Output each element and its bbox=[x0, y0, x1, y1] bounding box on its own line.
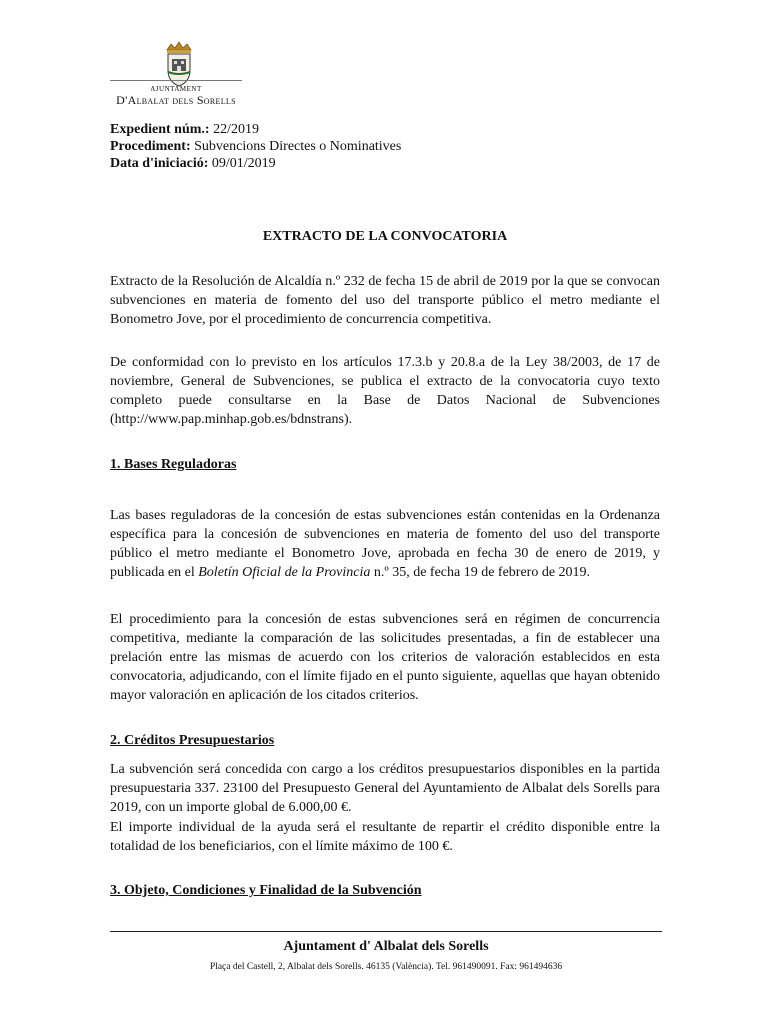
expedient-line bbox=[110, 121, 401, 138]
intro-paragraph: Extracto de la Resolución de Alcaldía n.º 232 de fecha 15 de abril de 2019 por la que se convocan subvenciones en materia de fomento del uso del transporte público el metro mediante el Bonometro Jove, por el procedimiento de concurrencia competitiva. bbox=[110, 274, 660, 327]
section-2-paragraph-1: La subvención será concedida con cargo a los créditos presupuestarios disponibles en la partida presupuestaria 337. 23100 del Presupuesto General del Ayuntamiento de Albalat dels Sorells para 2019, con un importe global de 6.000,00 €. bbox=[110, 762, 660, 815]
file-metadata bbox=[110, 121, 401, 172]
expedient-value: 22/2019 bbox=[213, 122, 259, 137]
section-2-paragraph-2: El importe individual de la ayuda será el resultante de repartir el crédito disponible entre la totalidad de los beneficiarios, con el límite máximo de 100 €. bbox=[110, 820, 660, 854]
municipality-logo bbox=[110, 40, 245, 110]
conformity-paragraph: De conformidad con lo previsto en los artículos 17.3.b y 20.8.a de la Ley 38/2003, de 17 de noviembre, General de Subvenciones, se publica el extracto de la convocatoria cuyo texto completo puede consultarse en la Base de Datos Nacional de Subvenciones (http://www.pap.minhap.gob.es/bdnstrans). bbox=[110, 355, 660, 427]
expedient-label: Expedient núm.: bbox=[110, 122, 210, 137]
footer-divider bbox=[110, 931, 662, 932]
procediment-value: Subvencions Directes o Nominatives bbox=[194, 139, 402, 154]
section-3-heading: 3. Objeto, Condiciones y Finalidad de la Subvención bbox=[110, 883, 422, 898]
document-title: EXTRACTO DE LA CONVOCATORIA bbox=[262, 229, 508, 244]
footer-address: Plaça del Castell, 2, Albalat dels Sorells. 46135 (València). Tel. 961490091. Fax: 961494636 bbox=[209, 962, 563, 972]
logo-name: D'Albalat dels Sorells bbox=[116, 93, 236, 107]
section-1-text-a: Las bases reguladoras de la concesión de estas subvenciones están contenidas en la Ordenanza específica para la concesión de subvenciones en materia de fomento del uso del transporte público el metro mediante el Bonometro Jove, aprobada en fecha 30 de enero de 2019, y publicada en el bbox=[110, 508, 660, 580]
procediment-line bbox=[110, 138, 401, 155]
section-1-bop: Boletín Oficial de la Provincia bbox=[198, 565, 371, 580]
footer-title: Ajuntament d' Albalat dels Sorells bbox=[283, 939, 489, 954]
logo-divider bbox=[110, 80, 242, 81]
section-1-paragraph-2: El procedimiento para la concesión de estas subvenciones será en régimen de concurrencia competitiva, mediante la comparación de las solicitudes presentadas, a fin de establecer una prelación entre las mismas de acuerdo con los criterios de valoración establecidos en esta convocatoria, adjudicando, con el límite fijado en el punto siguiente, aquellas que hayan obtenido mayor valoración en aplicación de los citados criterios. bbox=[110, 612, 660, 703]
section-1-text-b: n.º 35, de fecha 19 de febrero de 2019. bbox=[370, 565, 591, 580]
section-1-paragraph-1 bbox=[110, 506, 660, 582]
logo-subtitle: AJUNTAMENT bbox=[150, 85, 202, 93]
section-1-heading: 1. Bases Reguladoras bbox=[110, 457, 237, 472]
date-line bbox=[110, 155, 401, 172]
section-2-heading: 2. Créditos Presupuestarios bbox=[110, 733, 275, 748]
date-value: 09/01/2019 bbox=[211, 156, 276, 171]
procediment-label: Procediment: bbox=[110, 139, 191, 154]
date-label: Data d'iniciació: bbox=[110, 156, 209, 171]
